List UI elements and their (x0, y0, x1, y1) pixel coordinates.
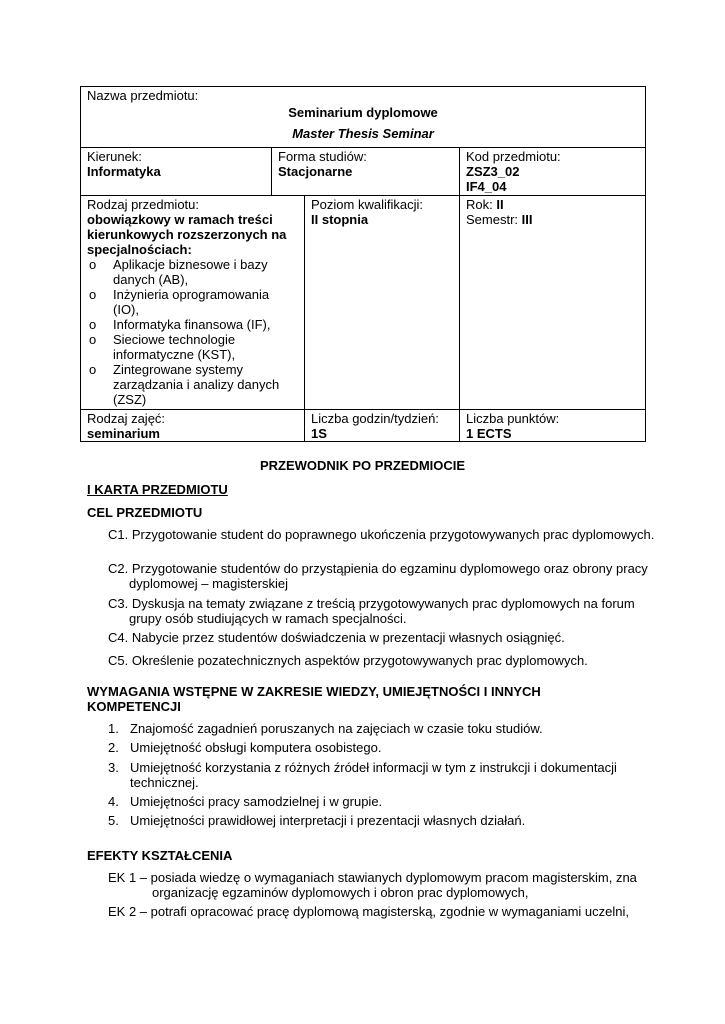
year-value: II (496, 197, 504, 212)
goal-item: C2. Przygotowanie studentów do przystąpienia do egzaminu dyplomowego oraz obrony pracy dyplomowej – magisterskiej (108, 561, 648, 591)
goal-title: CEL PRZEDMIOTU (87, 505, 203, 520)
requirements-title-line-2: KOMPETENCJI (87, 699, 181, 714)
list-item: o Sieciowe technologie informatyczne (KST), (113, 332, 298, 362)
requirement-number: 4. (108, 794, 119, 809)
card-title: I KARTA PRZEDMIOTU (87, 482, 228, 497)
hours-value: 1S (311, 426, 327, 441)
requirement-item (108, 794, 665, 809)
subject-label: Nazwa przedmiotu: (87, 88, 199, 103)
requirement-item (108, 740, 665, 755)
subject-info-table (80, 86, 646, 442)
requirement-text: Znajomość zagadnień poruszanych na zajęciach w czasie toku studiów. (130, 721, 543, 736)
points-value: 1 ECTS (466, 426, 512, 441)
type-value: obowiązkowy w ramach treści kierunkowych rozszerzonych na specjalnościach: (87, 212, 287, 257)
level-label: Poziom kwalifikacji: (311, 197, 423, 212)
level-value: II stopnia (311, 212, 369, 227)
classes-label: Rodzaj zajęć: (87, 411, 166, 426)
code-cell (460, 148, 646, 196)
list-item: o Zintegrowane systemy zarządzania i analizy danych (ZSZ) (113, 362, 298, 407)
subject-name-en: Master Thesis Seminar (292, 126, 434, 141)
points-label: Liczba punktów: (466, 411, 560, 426)
requirement-text: Umiejętność korzystania z różnych źródeł informacji w tym z instrukcji i dokumentacji technicznej. (130, 760, 617, 790)
requirement-text: Umiejętności prawidłowej interpretacji i prezentacji własnych działań. (130, 813, 526, 828)
goal-item: C3. Dyskusja na tematy związane z treścią przygotowywanych prac dyplomowych na forum grupy osób studiujących w ramach specjalności. (108, 596, 635, 626)
form-label: Forma studiów: (278, 149, 367, 164)
list-item: o Inżynieria oprogramowania (IO), (113, 287, 298, 317)
effect-item: EK 1 – posiada wiedzę o wymaganiach stawianych dyplomowym pracom magisterskim, zna organizację egzaminów dyplomowych i obron prac dyplomowych, (108, 870, 637, 900)
requirement-number: 3. (108, 760, 119, 775)
hours-label: Liczba godzin/tydzień: (311, 411, 439, 426)
specialization-list (87, 257, 298, 407)
requirements-title-line-1: WYMAGANIA WSTĘPNE W ZAKRESIE WIEDZY, UMIEJĘTNOŚCI I INNYCH (87, 684, 541, 699)
classes-value: seminarium (87, 426, 160, 441)
semester-value: III (521, 212, 533, 227)
year-label: Rok: (466, 197, 493, 212)
guide-title: PRZEWODNIK PO PRZEDMIOCIE (259, 458, 466, 473)
requirement-item (108, 721, 665, 736)
level-cell (305, 196, 460, 410)
goal-item: C1. Przygotowanie student do poprawnego ukończenia przygotowywanych prac dyplomowych. (108, 527, 655, 542)
requirement-item (108, 813, 665, 828)
classes-cell (81, 410, 305, 442)
requirement-number: 5. (108, 813, 119, 828)
effects-title: EFEKTY KSZTAŁCENIA (87, 848, 233, 863)
field-label: Kierunek: (87, 149, 142, 164)
list-item: o Informatyka finansowa (IF), (113, 317, 298, 332)
subject-name-cell (81, 87, 646, 148)
hours-cell (305, 410, 460, 442)
code-value-1: ZSZ3_02 (466, 164, 520, 179)
list-item: o Aplikacje biznesowe i bazy danych (AB), (113, 257, 298, 287)
form-cell (272, 148, 460, 196)
subject-name-pl: Seminarium dyplomowe (288, 105, 438, 120)
requirement-number: 1. (108, 721, 119, 736)
requirement-item (108, 760, 665, 790)
field-cell (81, 148, 272, 196)
points-cell (460, 410, 646, 442)
field-value: Informatyka (87, 164, 161, 179)
requirement-number: 2. (108, 740, 119, 755)
effect-item: EK 2 – potrafi opracować pracę dyplomową magisterską, zgodnie w wymaganiami uczelni, (108, 904, 629, 919)
type-label: Rodzaj przedmiotu: (87, 197, 199, 212)
requirement-text: Umiejętności pracy samodzielnej i w grupie. (130, 794, 383, 809)
semester-label: Semestr: (466, 212, 519, 227)
goal-item: C4. Nabycie przez studentów doświadczenia w prezentacji własnych osiągnięć. (108, 630, 565, 645)
code-label: Kod przedmiotu: (466, 149, 561, 164)
subject-type-cell (81, 196, 305, 410)
requirement-text: Umiejętność obsługi komputera osobistego. (130, 740, 382, 755)
year-cell (460, 196, 646, 410)
code-value-2: IF4_04 (466, 179, 507, 194)
goal-item: C5. Określenie pozatechnicznych aspektów przygotowywanych prac dyplomowych. (108, 653, 588, 668)
form-value: Stacjonarne (278, 164, 353, 179)
